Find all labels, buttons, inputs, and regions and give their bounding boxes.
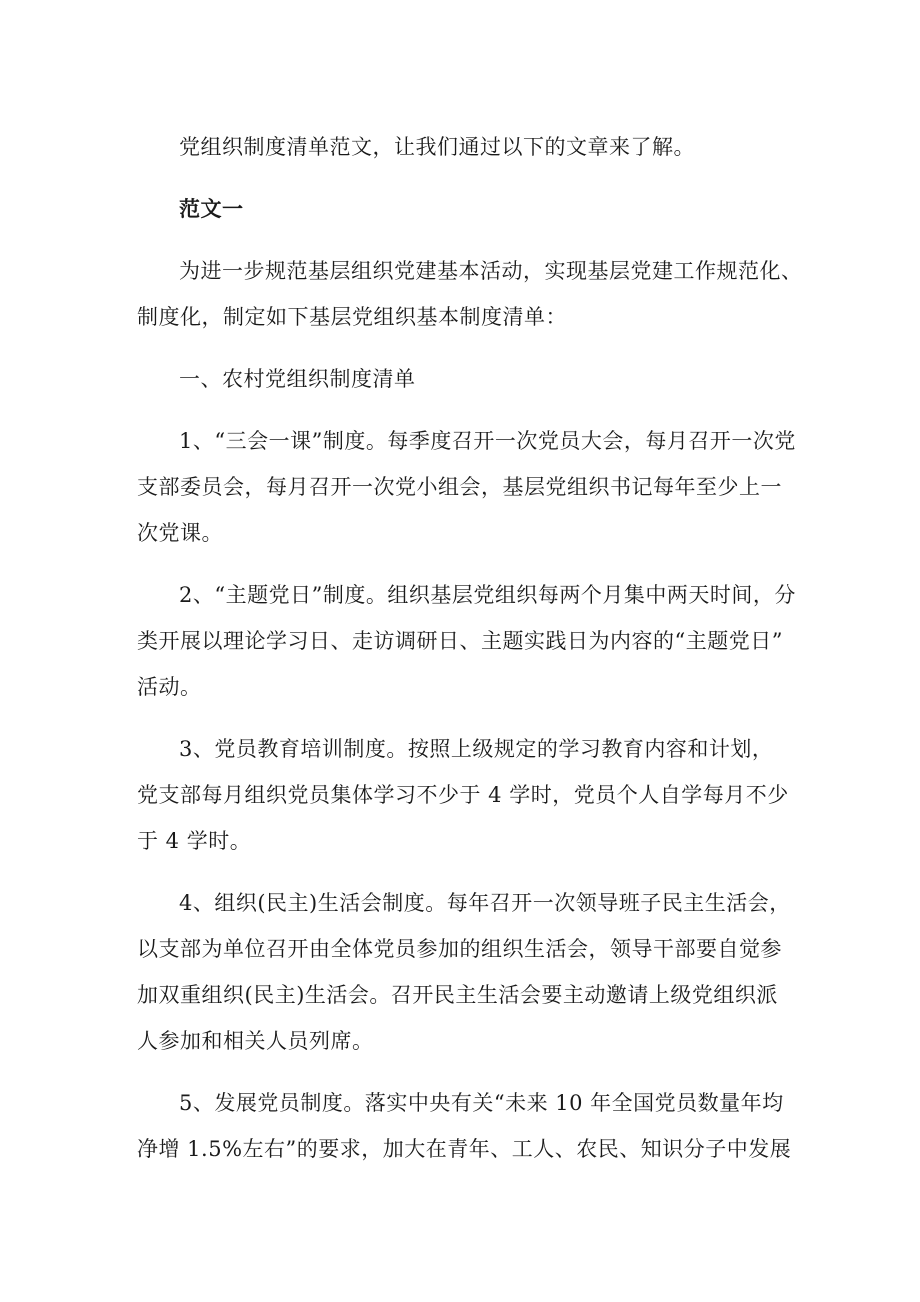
part-one-title-text: 一、农村党组织制度清单 — [179, 367, 416, 391]
item-5-paragraph — [137, 1080, 792, 1172]
item-4-paragraph — [137, 880, 789, 1064]
opening-line-1: 为进一步规范基层组织党建基本活动，实现基层党建工作规范化、 — [179, 259, 803, 283]
item-3-line-1: 3、党员教育培训制度。按照上级规定的学习教育内容和计划， — [179, 737, 774, 761]
document-body — [137, 124, 803, 1172]
item-4-line-4: 人参加和相关人员列席。 — [137, 1029, 374, 1053]
section-title — [137, 186, 789, 232]
item-4-line-3: 加双重组织(民主)生活会。召开民主生活会要主动邀请上级党组织派 — [137, 983, 778, 1007]
opening-line-2: 制度化，制定如下基层党组织基本制度清单： — [137, 305, 567, 329]
item-2-line-1: 2、“主题党日”制度。组织基层党组织每两个月集中两天时间，分 — [179, 583, 796, 607]
item-2-paragraph — [137, 572, 796, 710]
item-1-line-3: 次党课。 — [137, 521, 223, 545]
item-1-line-1: 1、“三会一课”制度。每季度召开一次党员大会，每月召开一次党 — [179, 429, 796, 453]
item-2-line-2: 类开展以理论学习日、走访调研日、主题实践日为内容的“主题党日” — [137, 629, 783, 653]
item-1-paragraph — [137, 418, 796, 556]
opening-paragraph — [137, 248, 803, 340]
item-5-line-1: 5、发展党员制度。落实中央有关“未来 10 年全国党员数量年均 — [179, 1091, 784, 1115]
section-title-text: 范文一 — [179, 196, 244, 221]
item-5-line-2: 净增 1.5%左右”的要求，加大在青年、工人、农民、知识分子中发展 — [137, 1137, 792, 1161]
intro-line: 党组织制度清单范文，让我们通过以下的文章来了解。 — [179, 135, 695, 159]
item-3-paragraph — [137, 726, 789, 864]
item-4-line-2: 以支部为单位召开由全体党员参加的组织生活会，领导干部要自觉参 — [137, 937, 782, 961]
item-1-line-2: 支部委员会，每月召开一次党小组会，基层党组织书记每年至少上一 — [137, 475, 782, 499]
part-one-title — [137, 356, 789, 402]
item-2-line-3: 活动。 — [137, 675, 202, 699]
item-3-line-2: 党支部每月组织党员集体学习不少于 4 学时，党员个人自学每月不少 — [137, 783, 789, 807]
item-3-line-3: 于 4 学时。 — [137, 829, 252, 853]
item-4-line-1: 4、组织(民主)生活会制度。每年召开一次领导班子民主生活会， — [179, 891, 791, 915]
intro-paragraph — [137, 124, 789, 170]
